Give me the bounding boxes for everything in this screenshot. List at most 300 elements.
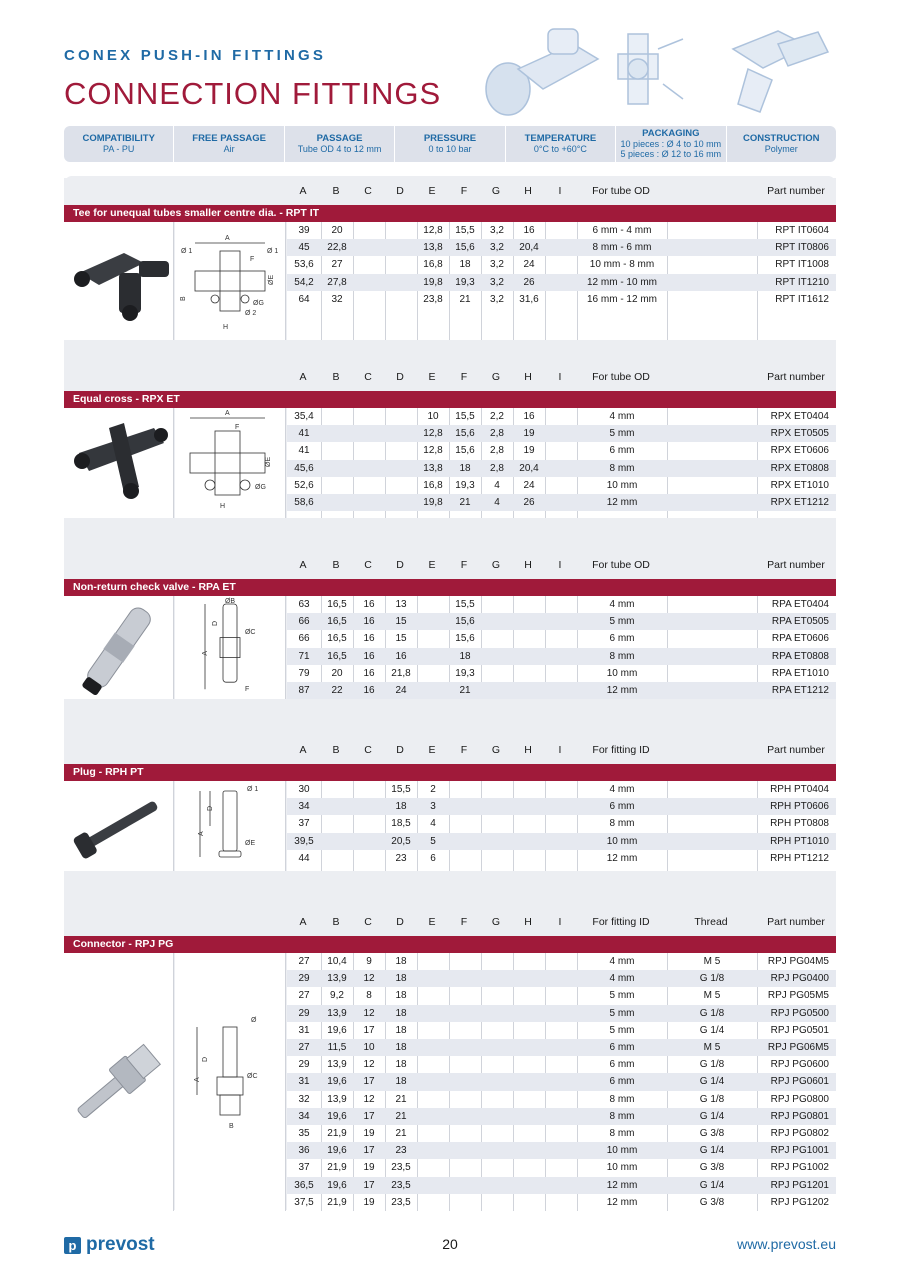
- table-row[interactable]: [287, 460, 836, 477]
- cell: 15,6: [455, 445, 475, 457]
- cell: 3: [430, 801, 436, 813]
- cell: 29: [298, 1059, 310, 1071]
- table-row[interactable]: [287, 1125, 836, 1142]
- cell: 19: [523, 428, 535, 440]
- cell: [353, 291, 385, 308]
- cell: 24: [523, 259, 535, 271]
- table-row[interactable]: [287, 613, 836, 630]
- table-row[interactable]: [287, 850, 836, 867]
- table-row[interactable]: [287, 1073, 836, 1090]
- cell: G 3/8: [699, 1162, 725, 1174]
- svg-text:ØE: ØE: [265, 456, 272, 467]
- table-row[interactable]: [287, 596, 836, 613]
- cell: 15,5: [455, 599, 475, 610]
- col-e: E: [428, 744, 436, 756]
- table-row[interactable]: [287, 274, 836, 291]
- cell: [449, 1073, 481, 1090]
- cell: 37,5: [294, 1196, 314, 1208]
- cell: RPT IT0806: [775, 242, 829, 254]
- cell: 21: [395, 1128, 407, 1139]
- table-row[interactable]: [287, 815, 836, 832]
- col-b: B: [332, 371, 340, 383]
- table-row[interactable]: [287, 222, 836, 239]
- svg-text:A: A: [225, 410, 230, 417]
- logo-text: prevost: [86, 1234, 155, 1255]
- cell: [481, 1108, 513, 1125]
- cell: 27: [298, 1042, 310, 1053]
- cell: [667, 274, 757, 291]
- table-row[interactable]: [287, 1159, 836, 1176]
- table-row[interactable]: [287, 665, 836, 682]
- table-row[interactable]: [287, 987, 836, 1004]
- cell: [481, 833, 513, 850]
- cell: 15: [395, 616, 407, 628]
- cell: [417, 1125, 449, 1142]
- svg-text:D: D: [207, 805, 214, 811]
- cell: [417, 630, 449, 647]
- cell: [667, 425, 757, 442]
- cell: 23: [395, 1145, 407, 1157]
- cell: [481, 682, 513, 699]
- photo-valve: [64, 596, 174, 699]
- col-part-number: Part number: [767, 185, 825, 197]
- cell: [545, 1022, 577, 1039]
- cell: [513, 665, 545, 682]
- data-rows: [287, 408, 836, 518]
- cell: 9: [366, 956, 372, 967]
- svg-text:Ø: Ø: [251, 1017, 257, 1024]
- cell: [513, 1108, 545, 1125]
- spec-construction: [727, 126, 836, 162]
- cell: [545, 596, 577, 613]
- cell: RPJ PG0501: [770, 1024, 829, 1036]
- cell: [513, 630, 545, 647]
- col-h: H: [524, 744, 532, 756]
- cell: [449, 953, 481, 970]
- col-d: D: [396, 371, 404, 383]
- cell: [545, 425, 577, 442]
- table-row[interactable]: [287, 256, 836, 273]
- col-h: H: [524, 371, 532, 383]
- cell: 20: [331, 225, 343, 236]
- cell: 66: [298, 633, 310, 645]
- svg-text:A: A: [225, 235, 230, 242]
- cell: RPT IT1008: [775, 259, 829, 271]
- table-row[interactable]: [287, 630, 836, 647]
- cell: [545, 460, 577, 477]
- cell: 4 mm: [609, 599, 635, 610]
- cell: [667, 442, 757, 459]
- cell: [513, 970, 545, 987]
- col-e: E: [428, 916, 436, 928]
- cell: 26: [523, 276, 535, 288]
- cell: [385, 291, 417, 308]
- cell: [321, 781, 353, 798]
- table-row[interactable]: [287, 425, 836, 442]
- cell: 16: [395, 650, 407, 662]
- cell: G 1/4: [699, 1024, 725, 1036]
- cell: [417, 1142, 449, 1159]
- cell: RPJ PG04M5: [767, 956, 829, 967]
- cell: [449, 1056, 481, 1073]
- cell: [481, 1073, 513, 1090]
- cell: [513, 987, 545, 1004]
- cell: 8 mm: [609, 1110, 635, 1122]
- cell: [385, 239, 417, 256]
- table-row[interactable]: [287, 953, 836, 970]
- cell: 6 mm: [609, 1042, 635, 1053]
- cell: 19: [363, 1162, 375, 1174]
- cell: 23,5: [391, 1179, 411, 1191]
- spec-l1: PA - PU: [103, 144, 135, 154]
- cell: 54,2: [294, 276, 314, 288]
- cell: RPJ PG1201: [770, 1179, 829, 1191]
- table-row[interactable]: [287, 1039, 836, 1056]
- cell: [321, 460, 353, 477]
- cell: 16,8: [423, 259, 443, 271]
- cell: RPA ET0505: [771, 616, 829, 628]
- cell: 20,4: [519, 242, 539, 254]
- table-row[interactable]: [287, 970, 836, 987]
- svg-text:A: A: [194, 1077, 201, 1082]
- table-row[interactable]: [287, 291, 836, 308]
- cell: 79: [298, 667, 310, 679]
- cell: 23,5: [391, 1162, 411, 1174]
- table-row[interactable]: [287, 781, 836, 798]
- cell: 30: [298, 784, 310, 795]
- cell: [545, 1091, 577, 1108]
- table-row[interactable]: [287, 442, 836, 459]
- cell: 8 mm: [609, 818, 635, 830]
- cell: 19,6: [327, 1024, 347, 1036]
- spec-l2: 5 pieces : Ø 12 to 16 mm: [620, 149, 722, 159]
- col-a: A: [299, 185, 307, 197]
- cell: [667, 596, 757, 613]
- cell: RPA ET0606: [771, 633, 829, 645]
- cell: [545, 648, 577, 665]
- cell: [417, 613, 449, 630]
- cell: [545, 256, 577, 273]
- cell: 19: [363, 1128, 375, 1139]
- cell: RPJ PG05M5: [767, 990, 829, 1002]
- table-row[interactable]: [287, 1194, 836, 1211]
- cell: [449, 970, 481, 987]
- cell: 19,3: [455, 667, 475, 679]
- cell: [513, 648, 545, 665]
- cell: 21,9: [327, 1128, 347, 1139]
- photo-plug: [64, 781, 174, 871]
- cell: M 5: [703, 956, 721, 967]
- drawing-tee: [175, 222, 286, 340]
- cell: 8 mm: [609, 462, 635, 474]
- cell: [385, 477, 417, 494]
- table-row[interactable]: [287, 682, 836, 699]
- cell: [545, 682, 577, 699]
- cell: 10 mm: [606, 667, 638, 679]
- cell: M 5: [703, 990, 721, 1002]
- cell: 16: [363, 599, 375, 610]
- table-row[interactable]: [287, 477, 836, 494]
- cell: [513, 613, 545, 630]
- fittings-hero-image: [478, 14, 838, 124]
- cell: 45: [298, 242, 310, 254]
- cell: 16: [363, 685, 375, 696]
- cell: 21,9: [327, 1162, 347, 1174]
- cell: 23: [395, 852, 407, 864]
- cell: 8 mm: [609, 650, 635, 662]
- cell: 18: [395, 801, 407, 813]
- cell: 27,8: [327, 276, 347, 288]
- cell: [417, 970, 449, 987]
- column-header: [64, 909, 836, 935]
- table-row[interactable]: [287, 798, 836, 815]
- cell: [481, 850, 513, 867]
- cell: RPJ PG1002: [770, 1162, 829, 1174]
- technical-drawing: [175, 222, 286, 340]
- logo-mark: p: [64, 1237, 81, 1254]
- cell: 13,8: [423, 242, 443, 254]
- cell: RPJ PG0802: [770, 1128, 829, 1139]
- cell: [449, 1159, 481, 1176]
- cell: 19: [363, 1196, 375, 1208]
- col-g: G: [491, 371, 501, 383]
- cell: [513, 1142, 545, 1159]
- spec-l1: 0°C to +60°C: [533, 144, 587, 154]
- cell: [545, 630, 577, 647]
- cell: 8: [366, 990, 372, 1002]
- svg-text:H: H: [220, 503, 226, 510]
- spec-passage: [285, 126, 395, 162]
- cell: 12: [363, 1059, 375, 1071]
- cell: 4 mm: [609, 784, 635, 795]
- cell: 16: [523, 225, 535, 236]
- cell: [353, 850, 385, 867]
- cell: [481, 1091, 513, 1108]
- cell: [513, 1194, 545, 1211]
- cell: [321, 494, 353, 511]
- cell: [667, 665, 757, 682]
- col-for-fitting-id: For fitting ID: [592, 744, 650, 756]
- cell: [481, 1159, 513, 1176]
- col-c: C: [364, 559, 372, 571]
- cell: [513, 953, 545, 970]
- cell: 17: [363, 1110, 375, 1122]
- cell: [667, 460, 757, 477]
- cell: [513, 1159, 545, 1176]
- cell: [513, 1022, 545, 1039]
- cell: 8 mm: [609, 1093, 635, 1105]
- page-number: 20: [442, 1236, 458, 1252]
- col-d: D: [396, 744, 404, 756]
- cell: 36: [298, 1145, 310, 1157]
- cell: [545, 833, 577, 850]
- cell: 15: [395, 633, 407, 645]
- cell: 37: [298, 1162, 310, 1174]
- cell: 15,5: [391, 784, 411, 795]
- cell: RPJ PG1202: [770, 1196, 829, 1208]
- cell: 19: [523, 445, 535, 457]
- cell: [449, 815, 481, 832]
- svg-text:D: D: [202, 1056, 209, 1062]
- cell: RPA ET1212: [771, 685, 829, 696]
- cell: [667, 222, 757, 239]
- cell: 17: [363, 1076, 375, 1088]
- col-f: F: [460, 744, 468, 756]
- cell: 12,8: [423, 428, 443, 440]
- cell: 16: [523, 411, 535, 422]
- cell: [417, 987, 449, 1004]
- cell: 35,4: [294, 411, 314, 422]
- cell: [545, 953, 577, 970]
- cell: 19,8: [423, 497, 443, 508]
- cell: 21: [459, 685, 471, 696]
- cell: [545, 1177, 577, 1194]
- cell: 10 mm: [606, 479, 638, 491]
- cell: [667, 815, 757, 832]
- cell: G 1/8: [699, 1093, 725, 1105]
- website-link[interactable]: www.prevost.eu: [737, 1236, 836, 1252]
- table-row[interactable]: [287, 1108, 836, 1125]
- cell: [417, 682, 449, 699]
- col-b: B: [332, 916, 340, 928]
- cell: 18: [459, 462, 471, 474]
- cell: [481, 1142, 513, 1159]
- svg-text:A: A: [198, 831, 205, 836]
- cell: 12 mm: [606, 852, 638, 864]
- spec-h: FREE PASSAGE: [192, 133, 266, 144]
- cell: 10,4: [327, 956, 347, 967]
- cell: [545, 408, 577, 425]
- cell: [667, 648, 757, 665]
- cell: [513, 815, 545, 832]
- cell: [417, 1091, 449, 1108]
- table-row[interactable]: [287, 1056, 836, 1073]
- col-thread: Thread: [694, 916, 728, 928]
- cell: [545, 665, 577, 682]
- cell: 18: [395, 956, 407, 967]
- col-a: A: [299, 916, 307, 928]
- cell: [449, 1125, 481, 1142]
- cell: [353, 781, 385, 798]
- cell: 18: [395, 973, 407, 985]
- cell: 19,8: [423, 276, 443, 288]
- cell: [513, 1056, 545, 1073]
- cell: [353, 798, 385, 815]
- cell: [545, 442, 577, 459]
- cell: 10: [427, 411, 439, 422]
- cell: 13,9: [327, 1093, 347, 1105]
- cell: [449, 1177, 481, 1194]
- cell: [545, 1159, 577, 1176]
- svg-text:F: F: [235, 424, 240, 431]
- column-header: [64, 737, 836, 763]
- col-b: B: [332, 744, 340, 756]
- cell: [481, 630, 513, 647]
- cell: 2,8: [490, 428, 504, 440]
- spec-l1: Polymer: [764, 144, 798, 154]
- cell: RPT IT0604: [775, 225, 829, 236]
- spec-temperature: [506, 126, 616, 162]
- cell: 31,6: [519, 293, 539, 305]
- cell: 16,5: [327, 616, 347, 628]
- data-rows: [287, 953, 836, 1211]
- cell: 2,8: [490, 462, 504, 474]
- table-row[interactable]: [287, 408, 836, 425]
- cell: [545, 1142, 577, 1159]
- table-row[interactable]: [287, 1177, 836, 1194]
- cell: RPJ PG0800: [770, 1093, 829, 1105]
- cell: [353, 222, 385, 239]
- technical-drawing: [175, 953, 286, 1211]
- cell: 22,8: [327, 242, 347, 254]
- cell: 6 mm: [609, 801, 635, 813]
- cell: [353, 274, 385, 291]
- cell: [545, 613, 577, 630]
- table-row[interactable]: [287, 833, 836, 850]
- table-row[interactable]: [287, 494, 836, 511]
- section-plug: [64, 737, 836, 871]
- cell: 19,6: [327, 1145, 347, 1157]
- svg-text:ØE: ØE: [268, 274, 275, 285]
- col-f: F: [460, 916, 468, 928]
- table-row[interactable]: [287, 239, 836, 256]
- table-row[interactable]: [287, 1142, 836, 1159]
- cell: 10 mm: [606, 1145, 638, 1157]
- table-row[interactable]: [287, 648, 836, 665]
- cell: [385, 425, 417, 442]
- table-row[interactable]: [287, 1005, 836, 1022]
- cell: [667, 833, 757, 850]
- col-part-number: Part number: [767, 371, 825, 383]
- cell: 13: [395, 599, 407, 610]
- cell: [667, 494, 757, 511]
- cell: [353, 239, 385, 256]
- col-i: I: [558, 744, 562, 756]
- cell: 18: [395, 1076, 407, 1088]
- col-i: I: [558, 916, 562, 928]
- cell: [449, 1091, 481, 1108]
- cell: 20: [331, 667, 343, 679]
- drawing-plug: [175, 781, 286, 871]
- col-d: D: [396, 916, 404, 928]
- cell: [321, 425, 353, 442]
- cell: 9,2: [330, 990, 344, 1002]
- table-row[interactable]: [287, 1091, 836, 1108]
- cell: RPX ET0808: [770, 462, 829, 474]
- cell: 19,3: [455, 276, 475, 288]
- table-row[interactable]: [287, 1022, 836, 1039]
- cell: 15,6: [455, 242, 475, 254]
- cell: [449, 781, 481, 798]
- cell: 16,5: [327, 599, 347, 610]
- cell: [667, 477, 757, 494]
- cell: 27: [298, 990, 310, 1002]
- product-photo: [64, 781, 174, 871]
- cell: [667, 630, 757, 647]
- cell: [513, 682, 545, 699]
- page-title: CONNECTION FITTINGS: [64, 76, 442, 111]
- cell: 39,5: [294, 835, 314, 847]
- cell: [545, 239, 577, 256]
- cell: [385, 256, 417, 273]
- section-valve: [64, 552, 836, 699]
- cell: 19,6: [327, 1179, 347, 1191]
- cell: 22: [331, 685, 343, 696]
- spec-pressure: [395, 126, 505, 162]
- cell: RPJ PG0600: [770, 1059, 829, 1071]
- spec-h: COMPATIBILITY: [82, 133, 155, 144]
- cell: 6 mm: [609, 1076, 635, 1088]
